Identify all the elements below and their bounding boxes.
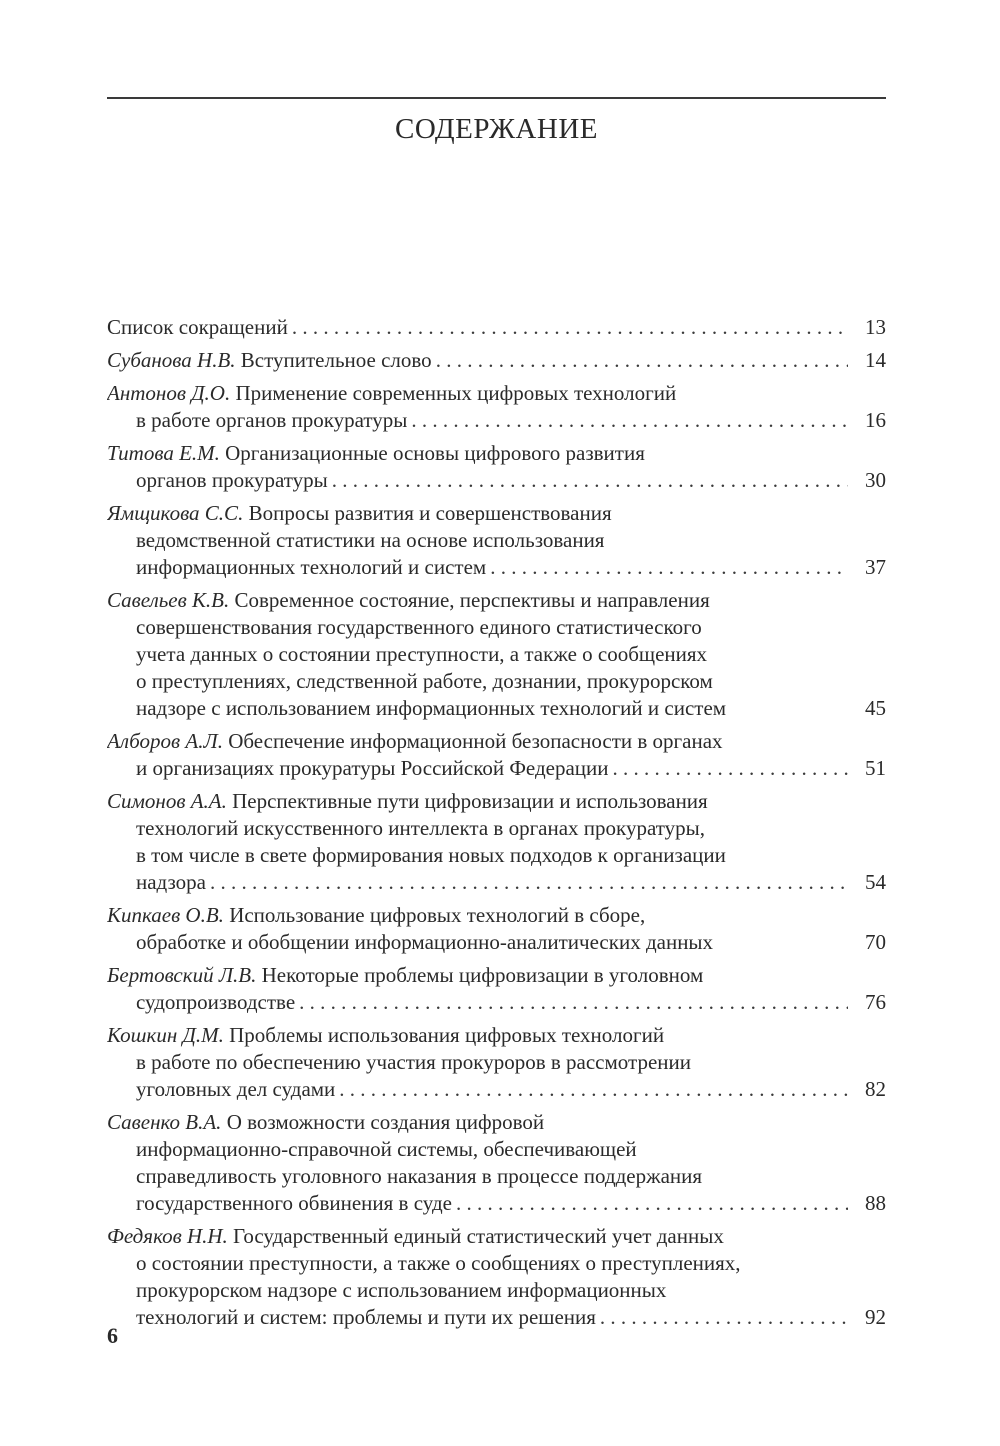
toc-title-text: Организационные основы цифрового развития bbox=[219, 441, 645, 465]
toc-page-number: 16 bbox=[865, 408, 886, 432]
toc-title-text: Современное состояние, перспективы и направления bbox=[229, 588, 710, 612]
dot-leader bbox=[613, 755, 849, 782]
toc-title-text: Использование цифровых технологий в сборе, bbox=[223, 903, 646, 927]
dot-leader bbox=[600, 1304, 848, 1331]
toc-author: Ямщикова С.С. bbox=[107, 501, 244, 525]
toc-author: Савенко В.А. bbox=[107, 1110, 222, 1134]
toc-line bbox=[107, 554, 886, 581]
toc-line bbox=[107, 1223, 886, 1250]
toc-line bbox=[107, 1136, 886, 1163]
toc-line bbox=[107, 842, 886, 869]
toc-page-number: 88 bbox=[865, 1191, 886, 1215]
toc-author: Симонов А.А. bbox=[107, 789, 227, 813]
toc-title-text: в работе по обеспечению участия прокуроров в рассмотрении bbox=[136, 1050, 691, 1074]
toc-line bbox=[107, 614, 886, 641]
toc-line bbox=[107, 989, 886, 1016]
toc-title-text: о преступлениях, следственной работе, дознании, прокурорском bbox=[136, 669, 713, 693]
toc-title-text: прокурорском надзоре с использованием информационных bbox=[136, 1278, 667, 1302]
toc-line bbox=[107, 1304, 886, 1331]
toc-line bbox=[107, 1277, 886, 1304]
toc-page-number: 30 bbox=[865, 468, 886, 492]
toc-title-text: Вступительное слово bbox=[235, 348, 432, 372]
toc-line bbox=[107, 1190, 886, 1217]
toc-page-number: 54 bbox=[865, 870, 886, 894]
toc-line bbox=[107, 788, 886, 815]
toc-line bbox=[107, 500, 886, 527]
toc-line bbox=[107, 587, 886, 614]
toc-title-text: о состоянии преступности, а также о сообщениях о преступлениях, bbox=[136, 1251, 741, 1275]
toc-title-text: в том числе в свете формирования новых подходов к организации bbox=[136, 843, 726, 867]
toc-page-number: 76 bbox=[865, 990, 886, 1014]
toc-entry[interactable] bbox=[107, 902, 886, 956]
toc-title-text: технологий искусственного интеллекта в органах прокуратуры, bbox=[136, 816, 705, 840]
dot-leader bbox=[490, 554, 848, 581]
toc-page-number: 51 bbox=[865, 756, 886, 780]
toc-line bbox=[107, 902, 886, 929]
toc-line bbox=[107, 668, 886, 695]
toc-line bbox=[107, 314, 886, 341]
toc-line bbox=[107, 755, 886, 782]
toc-author: Алборов А.Л. bbox=[107, 729, 223, 753]
toc-entry[interactable] bbox=[107, 587, 886, 722]
dot-leader bbox=[292, 314, 848, 341]
toc-title-text: надзора bbox=[136, 870, 206, 894]
toc-line bbox=[107, 1022, 886, 1049]
toc-line bbox=[107, 695, 886, 722]
toc-line bbox=[107, 380, 886, 407]
toc-title-text: Список сокращений bbox=[107, 315, 288, 339]
toc-line bbox=[107, 641, 886, 668]
toc-entry[interactable] bbox=[107, 962, 886, 1016]
toc-line bbox=[107, 728, 886, 755]
dot-leader bbox=[210, 869, 848, 896]
toc-line bbox=[107, 869, 886, 896]
toc-entry[interactable] bbox=[107, 500, 886, 581]
toc-line bbox=[107, 347, 886, 374]
toc-title-text: Обеспечение информационной безопасности в органах bbox=[222, 729, 723, 753]
toc-author: Субанова Н.В. bbox=[107, 348, 236, 372]
toc-page-number: 45 bbox=[865, 696, 886, 720]
toc-page-number: 82 bbox=[865, 1077, 886, 1101]
toc-entry[interactable] bbox=[107, 1223, 886, 1331]
toc-title-text: справедливость уголовного наказания в процессе поддержания bbox=[136, 1164, 703, 1188]
toc-author: Кошкин Д.М. bbox=[107, 1023, 224, 1047]
toc-entry[interactable] bbox=[107, 728, 886, 782]
toc-line bbox=[107, 407, 886, 434]
toc-line bbox=[107, 1250, 886, 1277]
dot-leader bbox=[299, 989, 848, 1016]
toc-title-text: совершенствования государственного единого статистического bbox=[136, 615, 702, 639]
toc-title-text: органов прокуратуры bbox=[136, 468, 328, 492]
toc-line bbox=[107, 527, 886, 554]
toc-title-text: надзоре с использованием информационных технологий и систем bbox=[136, 696, 727, 720]
toc-entry[interactable] bbox=[107, 788, 886, 896]
toc-title-text: судопроизводстве bbox=[136, 990, 296, 1014]
toc-title-text: ведомственной статистики на основе использования bbox=[136, 528, 605, 552]
toc-author: Антонов Д.О. bbox=[107, 381, 231, 405]
toc-author: Бертовский Л.В. bbox=[107, 963, 257, 987]
dot-leader bbox=[436, 347, 848, 374]
toc-title-text: в работе органов прокуратуры bbox=[136, 408, 408, 432]
toc-author: Титова Е.М. bbox=[107, 441, 220, 465]
toc-title-text: технологий и систем: проблемы и пути их решения bbox=[136, 1305, 596, 1329]
toc-author: Федяков Н.Н. bbox=[107, 1224, 228, 1248]
toc-line bbox=[107, 929, 886, 956]
toc-entry[interactable] bbox=[107, 1109, 886, 1217]
top-rule bbox=[107, 97, 886, 99]
toc-entry[interactable] bbox=[107, 440, 886, 494]
toc-title-text: О возможности создания цифровой bbox=[221, 1110, 545, 1134]
toc-line bbox=[107, 467, 886, 494]
toc-entry[interactable] bbox=[107, 380, 886, 434]
toc-title-text: уголовных дел судами bbox=[136, 1077, 336, 1101]
dot-leader bbox=[339, 1076, 848, 1103]
toc-title-text: Государственный единый статистический учет данных bbox=[227, 1224, 724, 1248]
toc-line bbox=[107, 962, 886, 989]
toc-title-text: Проблемы использования цифровых технологий bbox=[223, 1023, 665, 1047]
page-number: 6 bbox=[107, 1323, 118, 1348]
toc-title-text: обработке и обобщении информационно-аналитических данных bbox=[136, 930, 714, 954]
toc-page-number: 14 bbox=[865, 348, 886, 372]
toc-line bbox=[107, 1076, 886, 1103]
toc-title-text: Перспективные пути цифровизации и использования bbox=[226, 789, 708, 813]
dot-leader bbox=[456, 1190, 848, 1217]
toc-title-text: Некоторые проблемы цифровизации в уголовном bbox=[256, 963, 704, 987]
toc-page-number: 92 bbox=[865, 1305, 886, 1329]
toc-line bbox=[107, 815, 886, 842]
dot-leader bbox=[332, 467, 848, 494]
page-title: СОДЕРЖАНИЕ bbox=[395, 113, 598, 145]
toc-entry[interactable] bbox=[107, 347, 886, 374]
toc-line bbox=[107, 440, 886, 467]
toc-title-text: и организациях прокуратуры Российской Федерации bbox=[136, 756, 609, 780]
toc-entry[interactable] bbox=[107, 1022, 886, 1103]
table-of-contents bbox=[107, 314, 886, 1337]
toc-page-number: 37 bbox=[865, 555, 886, 579]
toc-entry[interactable] bbox=[107, 314, 886, 341]
dot-leader bbox=[411, 407, 848, 434]
toc-title-text: Вопросы развития и совершенствования bbox=[243, 501, 612, 525]
toc-line bbox=[107, 1049, 886, 1076]
toc-title-text: Применение современных цифровых технологий bbox=[230, 381, 677, 405]
toc-line bbox=[107, 1109, 886, 1136]
toc-page-number: 13 bbox=[865, 315, 886, 339]
toc-author: Савельев К.В. bbox=[107, 588, 230, 612]
toc-author: Кипкаев О.В. bbox=[107, 903, 224, 927]
toc-page-number: 70 bbox=[865, 930, 886, 954]
toc-title-text: государственного обвинения в суде bbox=[136, 1191, 452, 1215]
toc-title-text: информационных технологий и систем bbox=[136, 555, 487, 579]
toc-title-text: информационно-справочной системы, обеспечивающей bbox=[136, 1137, 637, 1161]
toc-title-text: учета данных о состоянии преступности, а также о сообщениях bbox=[136, 642, 708, 666]
toc-line bbox=[107, 1163, 886, 1190]
